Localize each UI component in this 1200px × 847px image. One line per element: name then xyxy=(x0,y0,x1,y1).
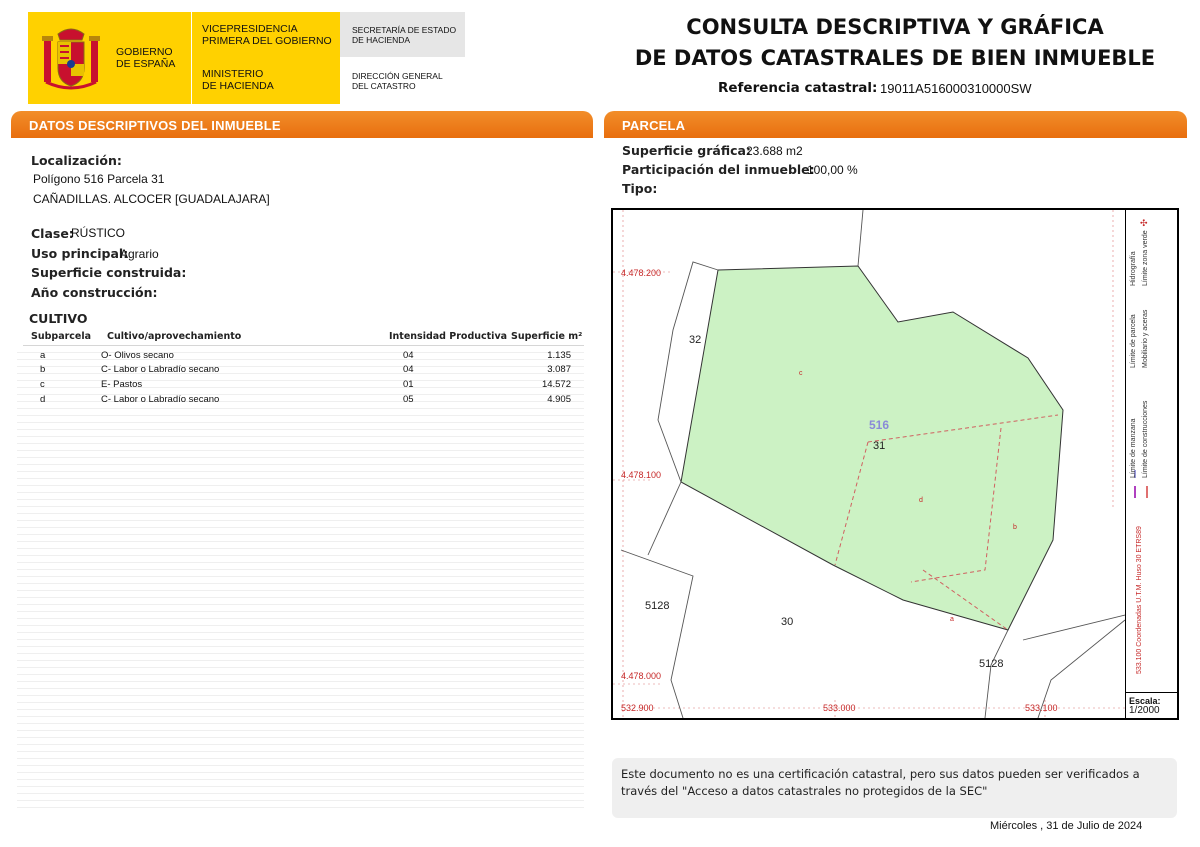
localizacion-label: Localización: xyxy=(31,153,122,168)
cell-cultivo: E- Pastos xyxy=(101,379,143,390)
parcel-31-area xyxy=(681,266,1063,630)
cell-superficie: 3.087 xyxy=(547,364,571,375)
coord-y-label: 4.478.000 xyxy=(621,671,662,681)
participacion-label: Participación del inmueble: xyxy=(622,162,815,177)
section-header-descriptive: DATOS DESCRIPTIVOS DEL INMUEBLE xyxy=(11,111,593,138)
subparcel-label: a xyxy=(950,616,954,623)
secretaria-block xyxy=(340,12,465,57)
cell-intensidad: 05 xyxy=(403,394,414,405)
cell-intensidad: 04 xyxy=(403,364,414,375)
col-cultivo: Cultivo/aprovechamiento xyxy=(107,331,242,342)
section-header-parcela: PARCELA xyxy=(604,111,1187,138)
cell-subparcela: c xyxy=(40,379,45,390)
legend-hidrografia: Hidrografía xyxy=(1130,251,1137,286)
uso-principal-label: Uso principal: xyxy=(31,246,129,261)
coord-y-label: 4.478.200 xyxy=(621,268,662,278)
coord-x-label: 533.000 xyxy=(823,703,856,713)
cultivo-title: CULTIVO xyxy=(29,311,88,326)
col-intensidad: Intensidad Productiva xyxy=(389,331,508,342)
cell-subparcela: b xyxy=(40,364,46,375)
coord-x-label: 533.100 xyxy=(1025,703,1058,713)
manzana-swatch xyxy=(1134,486,1136,498)
header-divider xyxy=(191,12,192,104)
legend-limite-construcciones: Límite de construcciones xyxy=(1142,400,1149,478)
localizacion-line2: CAÑADILLAS. ALCOCER [GUADALAJARA] xyxy=(33,192,270,206)
subparcel-label: d xyxy=(919,497,923,504)
clase-value: RÚSTICO xyxy=(71,226,125,240)
clase-label: Clase: xyxy=(31,226,74,241)
north-arrow-icon: ✣ xyxy=(1140,218,1148,228)
uso-principal-value: Agrario xyxy=(120,247,159,261)
subparcel-label: c xyxy=(799,370,803,377)
scale-label: Escala: xyxy=(1129,696,1161,706)
government-logo-block xyxy=(28,12,340,104)
parcel-number: 30 xyxy=(781,616,794,628)
table-row xyxy=(17,377,584,392)
col-superficie: Superficie m² xyxy=(511,331,583,342)
parcel-number: 5128 xyxy=(979,658,1004,670)
cell-cultivo: C- Labor o Labradío secano xyxy=(101,364,220,375)
superficie-construida-label: Superficie construida: xyxy=(31,265,187,280)
table-row xyxy=(17,392,584,407)
localizacion-line1: Polígono 516 Parcela 31 xyxy=(33,172,165,186)
page-title: CONSULTA DESCRIPTIVA Y GRÁFICA DE DATOS CATASTRALES DE BIEN INMUEBLE xyxy=(634,15,1156,70)
cell-cultivo: O- Olivos secano xyxy=(101,350,174,361)
superficie-grafica-value: 23.688 m2 xyxy=(746,144,803,158)
cultivo-table-header xyxy=(23,328,584,346)
coord-y-label: 4.478.100 xyxy=(621,470,662,480)
secretaria-label: SECRETARÍA DE ESTADO DE HACIENDA xyxy=(352,25,457,45)
map-drawing xyxy=(613,210,1125,718)
parcel-number: 31 xyxy=(873,440,886,452)
tipo-label: Tipo: xyxy=(622,181,658,196)
col-subparcela: Subparcela xyxy=(31,331,92,342)
superficie-grafica-label: Superficie gráfica: xyxy=(622,143,751,158)
disclaimer-note: Este documento no es una certificación catastral, pero sus datos pueden ser verificados a través del "Acceso a datos catastrales no protegidos de la SEC" xyxy=(612,758,1177,818)
subparcel-label: b xyxy=(1013,524,1017,531)
cell-intensidad: 04 xyxy=(403,350,414,361)
legend-limite-parcela: Límite de parcela xyxy=(1130,314,1137,368)
table-row xyxy=(17,348,584,363)
gobierno-espana-label: GOBIERNO DE ESPAÑA xyxy=(116,46,176,70)
document-date: Miércoles , 31 de Julio de 2024 xyxy=(990,820,1143,832)
cell-cultivo: C- Labor o Labradío secano xyxy=(101,394,220,405)
polygon-number: 516 xyxy=(869,418,890,432)
parcel-number: 32 xyxy=(689,334,702,346)
legend-limite-manzana: Límite de manzana xyxy=(1130,418,1137,478)
ministerio-label: MINISTERIO DE HACIENDA xyxy=(202,68,274,92)
anio-construccion-label: Año construcción: xyxy=(31,285,158,300)
cell-subparcela: d xyxy=(40,394,46,405)
participacion-value: 100,00 % xyxy=(807,163,858,177)
cultivo-table-body xyxy=(17,346,584,812)
scale-value: 1/2000 xyxy=(1129,705,1160,716)
cell-superficie: 4.905 xyxy=(547,394,571,405)
legend-mobiliario: Mobiliario y aceras xyxy=(1142,309,1149,368)
vicepresidencia-label: VICEPRESIDENCIA PRIMERA DEL GOBIERNO xyxy=(202,23,332,47)
construcciones-swatch xyxy=(1146,486,1148,498)
coord-x-label: 532.900 xyxy=(621,703,654,713)
direccion-general-label: DIRECCIÓN GENERAL DEL CATASTRO xyxy=(352,71,443,91)
spain-coat-of-arms-icon xyxy=(38,24,104,94)
legend-limite-zona-verde: Límite zona verde xyxy=(1142,230,1149,286)
table-row xyxy=(17,362,584,377)
reference-value: 19011A516000310000SW xyxy=(880,81,1032,96)
cadastral-map[interactable] xyxy=(611,208,1179,720)
scale-box xyxy=(1126,692,1178,718)
cell-superficie: 1.135 xyxy=(547,350,571,361)
reference-label: Referencia catastral: xyxy=(718,80,878,96)
cell-intensidad: 01 xyxy=(403,379,414,390)
legend-coordenadas: 533.100 Coordenadas U.T.M. Huso 30 ETRS89 xyxy=(1136,526,1143,674)
cell-subparcela: a xyxy=(40,350,46,361)
parcel-number: 5128 xyxy=(645,600,670,612)
map-legend xyxy=(1125,210,1177,718)
cell-superficie: 14.572 xyxy=(541,379,571,390)
